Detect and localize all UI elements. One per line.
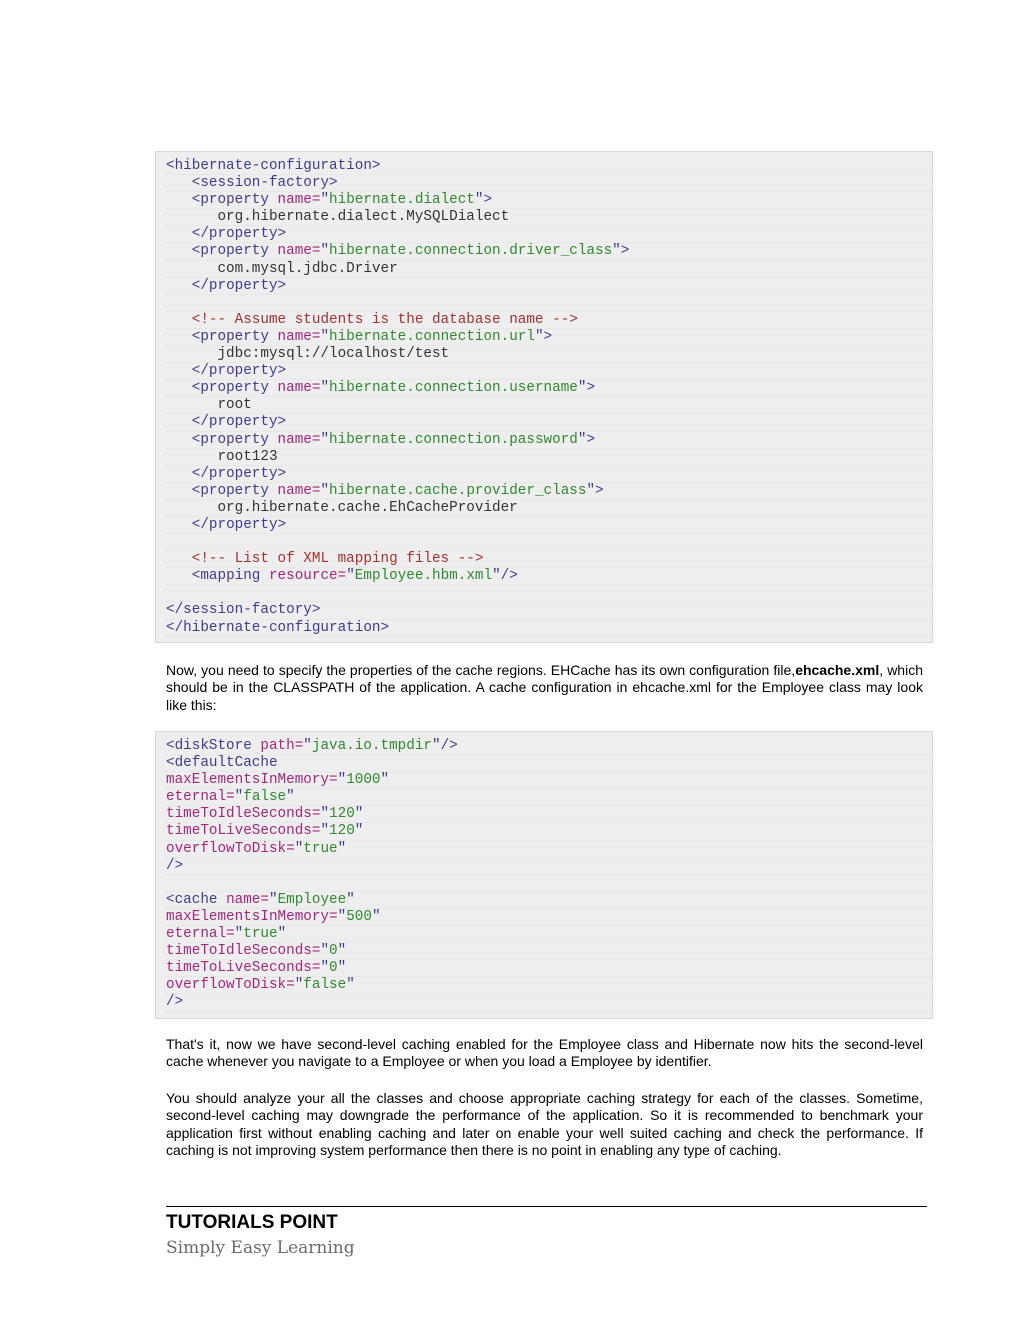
code-token: ": [268, 891, 278, 908]
code-token: [166, 243, 192, 259]
code-token: ": [320, 243, 330, 260]
code-token: [166, 312, 192, 328]
code-line: [166, 449, 932, 466]
code-token: <defaultCache: [166, 755, 278, 772]
code-token: path=: [260, 738, 304, 754]
code-token: 120: [329, 823, 355, 840]
code-line: [166, 432, 932, 449]
code-token: </property>: [191, 226, 287, 243]
code-line: [166, 483, 932, 500]
code-token: </property>: [191, 516, 287, 533]
code-token: <cache: [166, 891, 227, 908]
code-token: <hibernate-configuration>: [166, 158, 381, 174]
paragraph-text: , which should be in the CLASSPATH of the application. A cache configuration in ehcache.xml for the Employee class may look like this:: [166, 662, 923, 713]
code-token: com.mysql.jdbc.Driver: [166, 260, 398, 277]
code-line: [166, 977, 932, 994]
code-line: [166, 806, 932, 823]
code-token: ": [294, 977, 304, 994]
code-token: <property: [191, 380, 278, 397]
code-line: [166, 755, 932, 772]
code-line: [166, 772, 932, 789]
paragraph-text: Now, you need to specify the properties of the cache regions. EHCache has its own configuration file,: [166, 662, 796, 678]
code-token: [166, 483, 192, 499]
code-token: ": [320, 943, 330, 960]
code-token: />: [166, 857, 184, 874]
ehcache-filename: ehcache.xml: [795, 662, 880, 678]
code-line: [166, 551, 932, 568]
code-token: 1000: [346, 772, 381, 789]
code-token: ": [337, 908, 347, 925]
code-token: [166, 517, 192, 533]
code-token: "/>: [432, 738, 458, 754]
code-token: ": [320, 431, 330, 448]
code-line: [166, 295, 932, 312]
code-line: [166, 602, 932, 619]
code-token: [166, 568, 192, 584]
code-line: [166, 960, 932, 977]
code-token: false: [243, 789, 287, 806]
code-token: <!-- List of XML mapping files -->: [191, 551, 484, 568]
code-line: [166, 568, 932, 585]
code-token: name=: [277, 380, 321, 397]
code-token: 120: [329, 806, 355, 823]
code-token: name=: [277, 192, 321, 209]
code-line: [166, 789, 932, 806]
code-token: timeToLiveSeconds=: [166, 960, 321, 977]
code-token: root: [166, 397, 252, 414]
code-token: </property>: [191, 414, 287, 431]
paragraph-ehcache-intro: [166, 662, 923, 714]
code-token: />: [166, 994, 184, 1011]
code-token: ": [354, 806, 364, 823]
code-token: <property: [191, 482, 278, 499]
code-token: false: [303, 977, 347, 994]
code-token: [166, 175, 192, 191]
code-token: org.hibernate.cache.EhCacheProvider: [166, 499, 518, 516]
code-token: [166, 466, 192, 482]
code-token: [166, 192, 192, 208]
code-token: maxElementsInMemory=: [166, 908, 338, 925]
code-token: [166, 278, 192, 294]
code-line: [166, 380, 932, 397]
code-token: ": [337, 943, 347, 960]
code-token: ": [286, 789, 295, 806]
code-token: <property: [191, 431, 278, 448]
code-token: eternal=: [166, 789, 235, 806]
footer-divider: [166, 1206, 927, 1207]
code-token: true: [303, 840, 338, 857]
code-token: ">: [577, 380, 596, 397]
code-line: [166, 158, 932, 175]
code-token: <session-factory>: [191, 175, 338, 192]
code-line: [166, 620, 932, 637]
code-token: ": [303, 738, 312, 754]
code-token: [166, 363, 192, 379]
code-token: <property: [191, 192, 278, 209]
code-token: Employee.hbm.xml: [354, 568, 493, 585]
code-line: [166, 875, 932, 892]
code-token: ": [234, 789, 244, 806]
code-line: [166, 175, 932, 192]
code-token: hibernate.connection.username: [329, 380, 578, 397]
code-token: jdbc:mysql://localhost/test: [166, 346, 450, 363]
code-token: timeToIdleSeconds=: [166, 806, 321, 823]
code-token: [166, 380, 192, 396]
code-token: ": [320, 380, 330, 397]
code-token: ": [320, 482, 330, 499]
code-line: [166, 943, 932, 960]
code-line: [166, 329, 932, 346]
code-line: [166, 278, 932, 295]
code-token: ": [234, 926, 244, 943]
code-token: root123: [166, 448, 278, 465]
code-token: timeToLiveSeconds=: [166, 823, 321, 840]
code-token: </property>: [191, 277, 287, 294]
code-line: [166, 738, 932, 755]
code-token: "/>: [492, 568, 518, 585]
code-token: ": [346, 891, 355, 908]
code-token: <mapping: [191, 568, 269, 585]
code-token: [166, 329, 192, 345]
code-token: hibernate.connection.driver_class: [329, 243, 613, 260]
code-token: </session-factory>: [166, 602, 321, 619]
code-line: [166, 994, 932, 1011]
code-token: 0: [329, 960, 338, 977]
code-token: ": [320, 960, 330, 977]
code-token: ": [346, 568, 355, 585]
code-token: overflowToDisk=: [166, 840, 295, 857]
code-line: [166, 909, 932, 926]
code-token: [166, 551, 192, 567]
code-token: name=: [277, 243, 321, 260]
footer-brand: TUTORIALS POINT: [166, 1212, 338, 1233]
code-token: ">: [586, 482, 604, 499]
code-line: [166, 346, 932, 363]
code-token: timeToIdleSeconds=: [166, 943, 321, 960]
code-token: ": [320, 806, 330, 823]
code-token: Employee: [277, 891, 347, 908]
code-token: ": [354, 823, 364, 840]
code-token: ": [277, 926, 287, 943]
code-line: [166, 397, 932, 414]
code-token: <property: [191, 328, 278, 345]
code-line: [166, 226, 932, 243]
code-line: [166, 261, 932, 278]
code-token: ": [320, 823, 330, 840]
code-token: [166, 226, 192, 242]
code-token: name=: [226, 891, 269, 908]
code-token: name=: [277, 482, 321, 499]
hibernate-config-code-block: [155, 151, 933, 643]
code-token: eternal=: [166, 926, 235, 943]
code-token: [166, 432, 192, 448]
code-token: java.io.tmpdir: [311, 738, 432, 754]
footer-tagline: Simply Easy Learning: [166, 1238, 355, 1258]
code-token: hibernate.connection.url: [329, 328, 535, 345]
code-token: <property: [191, 243, 278, 260]
code-line: [166, 500, 932, 517]
code-token: ">: [612, 243, 630, 260]
code-token: ": [320, 192, 330, 209]
code-token: 500: [346, 908, 372, 925]
code-line: [166, 585, 932, 602]
code-token: true: [243, 926, 278, 943]
code-line: [166, 363, 932, 380]
code-token: </hibernate-configuration>: [166, 619, 390, 636]
code-token: hibernate.connection.password: [329, 431, 578, 448]
code-token: ": [380, 772, 390, 789]
code-token: name=: [277, 431, 321, 448]
code-token: ">: [474, 192, 493, 209]
code-token: ": [337, 840, 347, 857]
code-token: [166, 414, 192, 430]
code-token: maxElementsInMemory=: [166, 772, 338, 789]
code-line: [166, 892, 932, 909]
code-line: [166, 517, 932, 534]
paragraph-caching-strategy: You should analyze your all the classes and choose appropriate caching strategy for each of the classes. Sometime, second-level caching may downgrade the performance of the application. So it is recommended to benchmark your application first without enabling caching and later on enable your well suited caching and check the performance. If caching is not improving system performance then there is no point in enabling any type of caching.: [166, 1090, 923, 1159]
code-token: overflowToDisk=: [166, 977, 295, 994]
ehcache-xml-code-block: [155, 731, 933, 1019]
code-line: [166, 243, 932, 260]
code-token: hibernate.cache.provider_class: [329, 482, 587, 499]
code-token: ">: [577, 431, 596, 448]
code-token: org.hibernate.dialect.MySQLDialect: [166, 209, 510, 226]
code-line: [166, 841, 932, 858]
code-line: [166, 414, 932, 431]
code-token: name=: [277, 328, 321, 345]
code-line: [166, 312, 932, 329]
code-token: resource=: [268, 568, 347, 585]
code-line: [166, 209, 932, 226]
code-token: ": [320, 328, 330, 345]
code-line: [166, 534, 932, 551]
code-token: </property>: [191, 363, 287, 380]
code-token: </property>: [191, 465, 287, 482]
code-line: [166, 858, 932, 875]
code-token: <diskStore: [166, 738, 261, 754]
code-token: 0: [329, 943, 338, 960]
code-token: ">: [534, 328, 553, 345]
code-token: <!-- Assume students is the database name -->: [191, 311, 578, 328]
code-line: [166, 926, 932, 943]
paragraph-caching-enabled: That's it, now we have second-level caching enabled for the Employee class and Hibernate now hits the second-level cache whenever you navigate to a Employee or when you load a Employee by identifier.: [166, 1036, 923, 1070]
code-token: ": [337, 772, 347, 789]
code-token: ": [337, 960, 347, 977]
code-line: [166, 192, 932, 209]
code-token: hibernate.dialect: [329, 192, 475, 209]
code-line: [166, 466, 932, 483]
code-line: [166, 823, 932, 840]
code-token: ": [294, 840, 304, 857]
code-token: ": [346, 977, 355, 994]
code-token: ": [371, 908, 381, 925]
